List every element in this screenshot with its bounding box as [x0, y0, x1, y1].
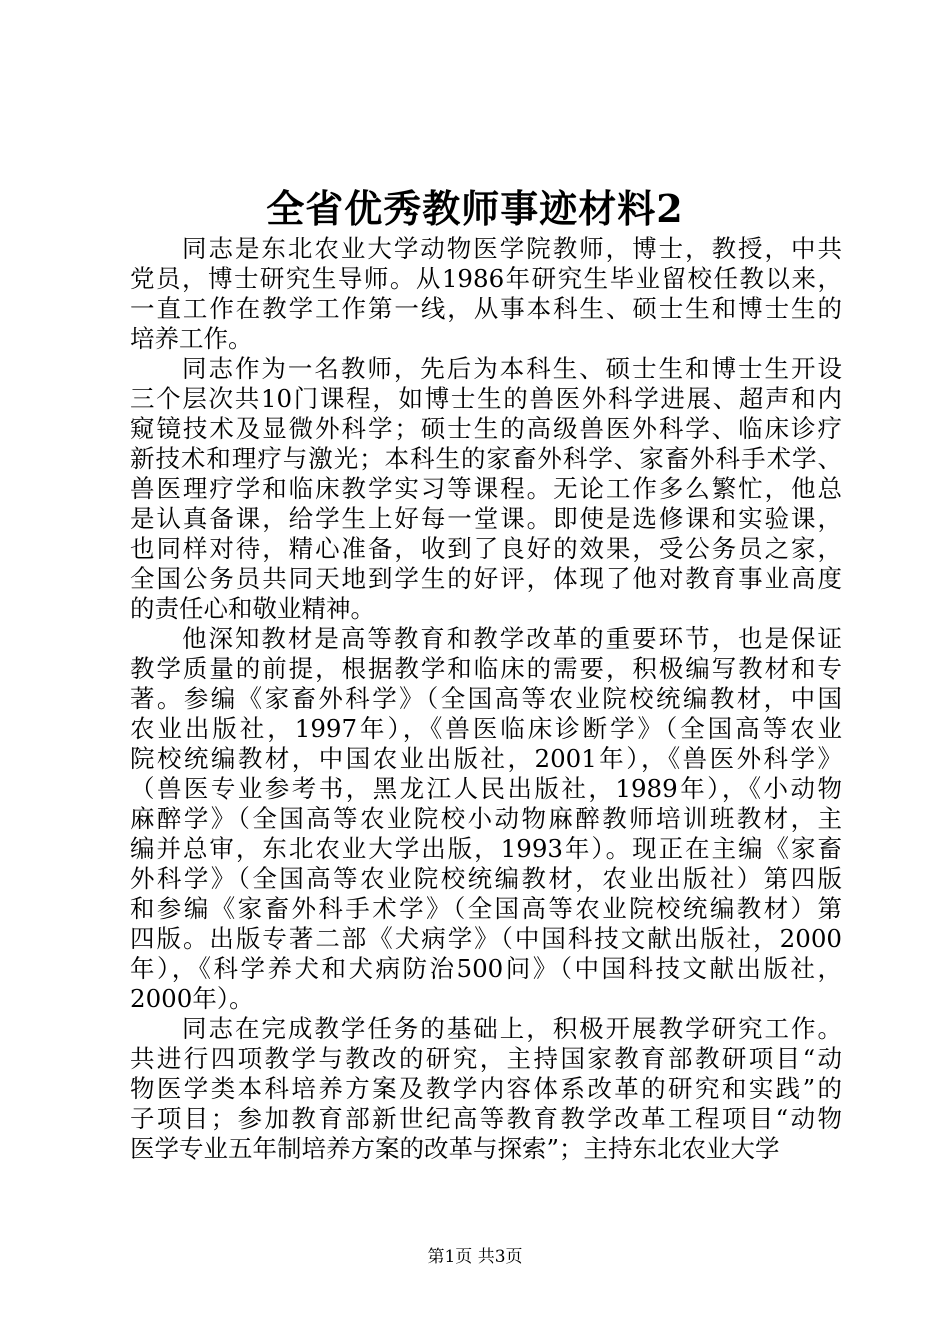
paragraph-4-line: 同志在完成教学任务的基础上，积极开展教学研究工作。 [182, 1014, 842, 1043]
paragraph-1-line: 培养工作。 [130, 324, 253, 353]
paragraph-4-line: 医学专业五年制培养方案的改革与探索”；主持东北农业大学 [130, 1134, 780, 1163]
paragraph-4-line: 子项目；参加教育部新世纪高等教育教学改革工程项目“动物 [130, 1104, 842, 1133]
paragraph-1-line: 一直工作在教学工作第一线，从事本科生、硕士生和博士生的 [130, 294, 842, 323]
paragraph-2-line: 兽医理疗学和临床教学实习等课程。无论工作多么繁忙，他总 [130, 474, 842, 503]
document-body [130, 234, 842, 1164]
paragraph-1-line: 同志是东北农业大学动物医学院教师，博士，教授，中共 [182, 234, 842, 263]
paragraph-2-line: 全国公务员共同天地到学生的好评，体现了他对教育事业高度 [130, 564, 842, 593]
paragraph-2-line: 的责任心和敬业精神。 [130, 594, 375, 623]
paragraph-3-line: 教学质量的前提，根据教学和临床的需要，积极编写教材和专 [130, 654, 842, 683]
paragraph-3-line: 外科学》（全国高等农业院校统编教材，农业出版社）第四版 [130, 864, 842, 893]
paragraph-2-line: 窥镜技术及显微外科学；硕士生的高级兽医外科学、临床诊疗 [130, 414, 842, 443]
paragraph-3-line: 四版。出版专著二部《犬病学》（中国科技文献出版社，2000 [130, 924, 842, 953]
document-title: 全省优秀教师事迹材料2 [266, 186, 684, 231]
paragraph-2-line: 也同样对待，精心准备，收到了良好的效果，受公务员之家， [130, 534, 842, 563]
paragraph-3-line: 2000年）。 [130, 984, 254, 1013]
paragraph-2-line: 三个层次共10门课程，如博士生的兽医外科学进展、超声和内 [130, 384, 842, 413]
paragraph-1-line: 党员，博士研究生导师。从1986年研究生毕业留校任教以来， [130, 264, 842, 293]
paragraph-3-line: 麻醉学》（全国高等农业院校小动物麻醉教师培训班教材，主 [130, 804, 842, 833]
paragraph-2-line: 同志作为一名教师，先后为本科生、硕士生和博士生开设 [182, 354, 842, 383]
paragraph-2-line: 是认真备课，给学生上好每一堂课。即使是选修课和实验课， [130, 504, 842, 533]
page-footer: 第1页 共3页 [427, 1247, 523, 1267]
paragraph-3-line: 编并总审，东北农业大学出版，1993年）。现正在主编《家畜 [130, 834, 842, 863]
paragraph-3-line: 年），《科学养犬和犬病防治500问》（中国科技文献出版社， [130, 954, 842, 983]
paragraph-3-line: 农业出版社，1997年），《兽医临床诊断学》（全国高等农业 [130, 714, 842, 743]
paragraph-4-line: 物医学类本科培养方案及教学内容体系改革的研究和实践”的 [130, 1074, 842, 1103]
paragraph-4-line: 共进行四项教学与教改的研究，主持国家教育部教研项目“动 [130, 1044, 842, 1073]
paragraph-3-line: 院校统编教材，中国农业出版社，2001年），《兽医外科学》 [130, 744, 842, 773]
paragraph-3-line: 著。参编《家畜外科学》（全国高等农业院校统编教材，中国 [130, 684, 842, 713]
paragraph-3-line: （兽医专业参考书，黑龙江人民出版社，1989年），《小动物 [130, 774, 842, 803]
paragraph-2-line: 新技术和理疗与激光；本科生的家畜外科学、家畜外科手术学、 [130, 444, 842, 473]
paragraph-3-line: 他深知教材是高等教育和教学改革的重要环节，也是保证 [182, 624, 842, 653]
paragraph-3-line: 和参编《家畜外科手术学》（全国高等农业院校统编教材）第 [130, 894, 842, 923]
